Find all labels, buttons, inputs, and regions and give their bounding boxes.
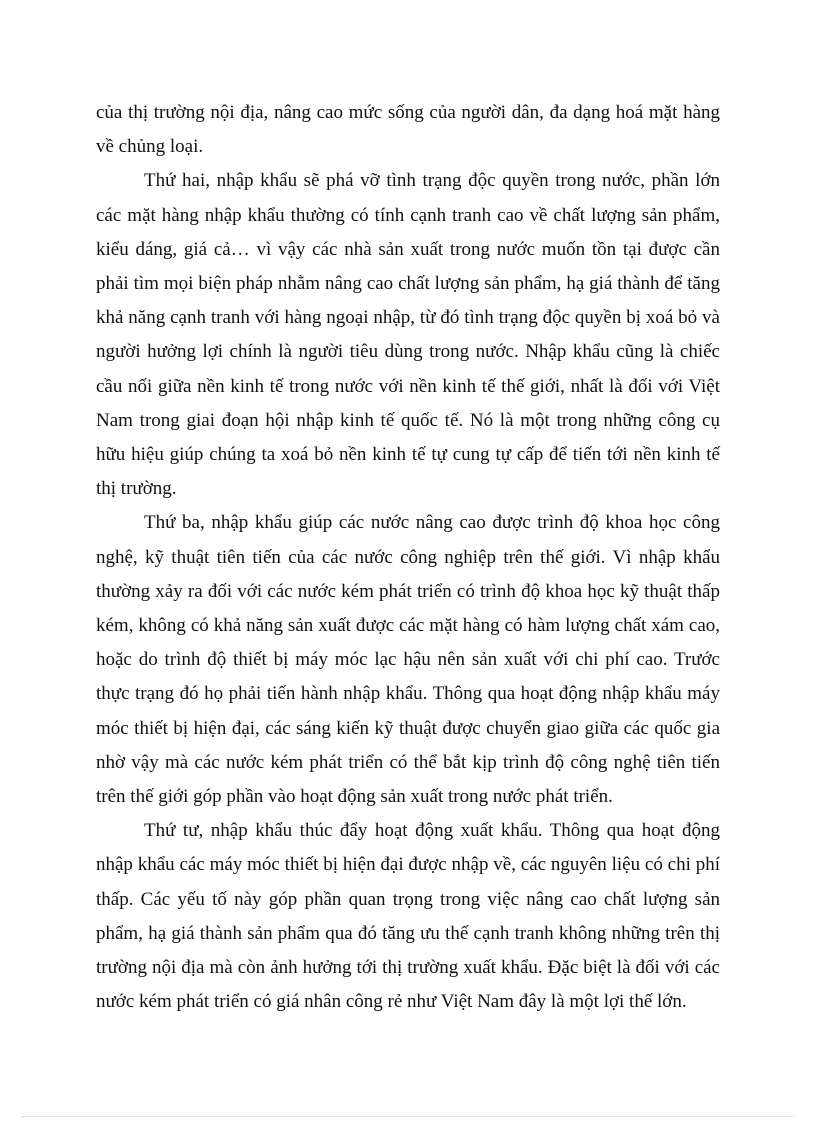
document-body [96, 96, 720, 1019]
paragraph-continuation: của thị trường nội địa, nâng cao mức sống của người dân, đa dạng hoá mặt hàng về chủng loại. [96, 102, 720, 158]
paragraph-thu-hai: Thứ hai, nhập khẩu sẽ phá vỡ tình trạng độc quyền trong nước, phần lớn các mặt hàng nhập khẩu thường có tính cạnh tranh cao về chất lượng sản phẩm, kiểu dáng, giá cả… vì vậy các nhà sản xuất trong nước muốn tồn tại được cần phải tìm mọi biện pháp nhằm nâng cao chất lượng sản phẩm, hạ giá thành để tăng khả năng cạnh tranh với hàng ngoại nhập, từ đó tình trạng độc quyền bị xoá bỏ và người hưởng lợi chính là người tiêu dùng trong nước. Nhập khẩu cũng là chiếc cầu nối giữa nền kinh tế trong nước với nền kinh tế thế giới, nhất là đối với Việt Nam trong giai đoạn hội nhập kinh tế quốc tế. Nó là một trong những công cụ hữu hiệu giúp chúng ta xoá bỏ nền kinh tế tự cung tự cấp để tiến tới nền kinh tế thị trường. [96, 170, 720, 500]
page-bottom-divider [22, 1116, 794, 1117]
paragraph-thu-ba: Thứ ba, nhập khẩu giúp các nước nâng cao được trình độ khoa học công nghệ, kỹ thuật tiên tiến của các nước công nghiệp trên thế giới. Vì nhập khẩu thường xảy ra đối với các nước kém phát triển có trình độ khoa học kỹ thuật thấp kém, không có khả năng sản xuất được các mặt hàng có hàm lượng chất xám cao, hoặc do trình độ thiết bị máy móc lạc hậu nên sản xuất với chi phí cao. Trước thực trạng đó họ phải tiến hành nhập khẩu. Thông qua hoạt động nhập khẩu máy móc thiết bị hiện đại, các sáng kiến kỹ thuật được chuyển giao giữa các quốc gia nhờ vậy mà các nước kém phát triển có thể bắt kịp trình độ công nghệ tiên tiến trên thế giới góp phần vào hoạt động sản xuất trong nước phát triển. [96, 512, 720, 808]
paragraph-thu-tu: Thứ tư, nhập khẩu thúc đẩy hoạt động xuất khẩu. Thông qua hoạt động nhập khẩu các máy móc thiết bị hiện đại được nhập về, các nguyên liệu có chi phí thấp. Các yếu tố này góp phần quan trọng trong việc nâng cao chất lượng sản phẩm, hạ giá thành sản phẩm qua đó tăng ưu thế cạnh tranh không những trên thị trường nội địa mà còn ảnh hưởng tới thị trường xuất khẩu. Đặc biệt là đối với các nước kém phát triển có giá nhân công rẻ như Việt Nam đây là một lợi thế lớn. [96, 820, 720, 1013]
